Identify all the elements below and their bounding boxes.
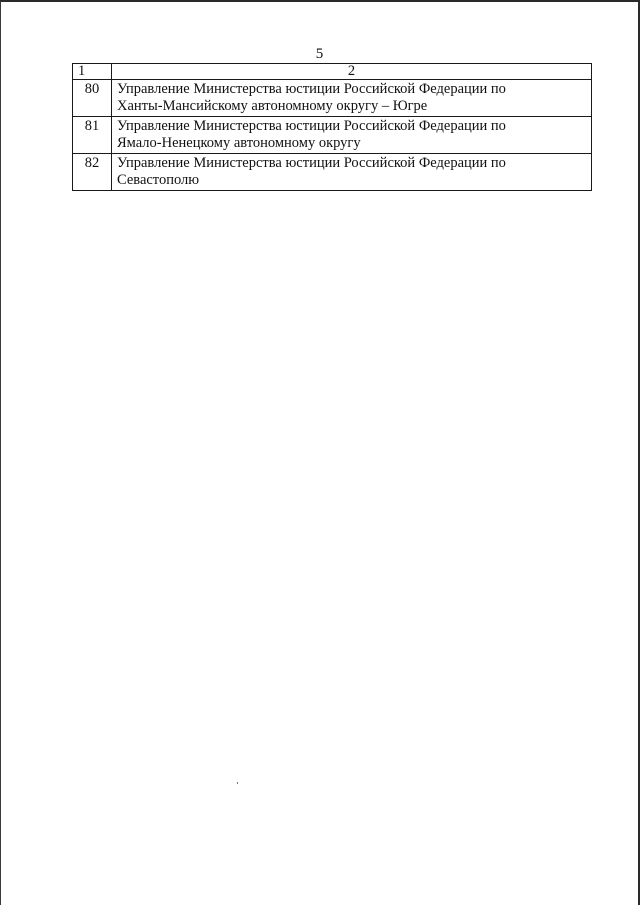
row-text [112,117,592,154]
row-text-line: Управление Министерства юстиции Российской Федерации по [117,155,506,171]
table-header-row [73,64,592,80]
row-text-line: Севастополю [117,172,200,188]
row-number: 81 [73,117,112,154]
registry-table [72,63,592,191]
row-text [112,80,592,117]
row-number: 82 [73,154,112,191]
table-row [73,154,592,191]
row-text-line: Ямало-Ненецкому автономному округу [117,135,361,151]
scan-speck [237,782,238,784]
table-row [73,117,592,154]
table-row [73,80,592,117]
page-number: 5 [315,46,324,62]
column-number-header: 1 [73,64,112,80]
row-text-line: Ханты-Мансийскому автономному округу – Югре [117,98,428,114]
column-name-header: 2 [112,64,592,80]
row-text [112,154,592,191]
row-text-line: Управление Министерства юстиции Российской Федерации по [117,118,506,134]
row-text-line: Управление Министерства юстиции Российской Федерации по [117,81,506,97]
row-number: 80 [73,80,112,117]
